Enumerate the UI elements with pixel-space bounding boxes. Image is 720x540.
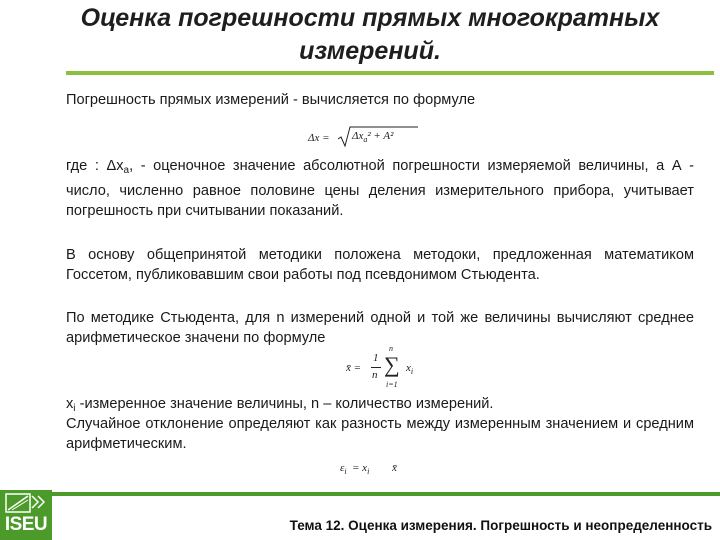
formula-error-sqrt — [308, 126, 418, 148]
formula3-rhs: x̄ — [392, 462, 397, 474]
sigma-icon: ∑ — [384, 352, 400, 377]
p5-start: x — [66, 396, 74, 412]
formula2-numerator: 1 — [373, 352, 379, 364]
title-line-2: измерений. — [299, 37, 441, 65]
p2-start: где : Δx — [66, 158, 124, 174]
formula-deviation — [340, 460, 420, 478]
formula2-sum-top: n — [389, 344, 393, 353]
formula2-term: $x_i$ — [406, 362, 414, 377]
p5-rest: -измеренное значение величины, n – количество измерений. — [75, 396, 494, 412]
footer-divider — [52, 492, 720, 496]
p5-sub: i — [73, 403, 76, 414]
footer-topic: Тема 12. Оценка измерения. Погрешность и неопределенность — [289, 518, 712, 533]
formula1-lhs: Δx = — [308, 132, 330, 144]
formula2-lhs: x̄ = — [346, 362, 362, 374]
intro-text: Погрешность прямых измерений - вычисляется по формуле — [66, 92, 476, 108]
formula-mean — [346, 344, 436, 390]
formula3-mid: = $x_i$ — [352, 462, 370, 477]
formula1-radicand: $\Delta x_a^2 + A^2$ — [352, 130, 394, 145]
deviation-text: Случайное отклонение определяют как разность между измеренным значением и средним арифметическим. — [66, 416, 694, 452]
p2-rest: , - оценочное значение абсолютной погрешности измеряемой величины, а А - число, численно равное половине цены деления измерительного прибора, учитывает погрешность при считывании показаний. — [66, 158, 695, 219]
formula2-sum-bottom: i=1 — [386, 380, 398, 389]
student-method-text: В основу общепринятой методики положена методоки, предложенная математиком Госсетом, публиковавшим свои работы под псевдонимом Стьюдента. — [66, 247, 694, 283]
logo-text: ISEU — [4, 514, 48, 535]
mean-intro-text: По методике Стьюдента, для n измерений одной и той же величины вычисляют среднее арифметическое значени по формуле — [66, 310, 694, 346]
formula3-lhs: $\varepsilon_i$ — [340, 462, 347, 477]
definition-text — [66, 156, 694, 221]
title-line-1: Оценка погрешности прямых многократных — [80, 4, 660, 32]
slide-title — [60, 2, 680, 68]
iseu-logo — [0, 490, 52, 540]
formula2-denominator: n — [372, 369, 378, 381]
p2-sub: a — [123, 165, 130, 176]
formula2-fraction-bar — [371, 367, 381, 368]
title-underline — [66, 71, 714, 75]
